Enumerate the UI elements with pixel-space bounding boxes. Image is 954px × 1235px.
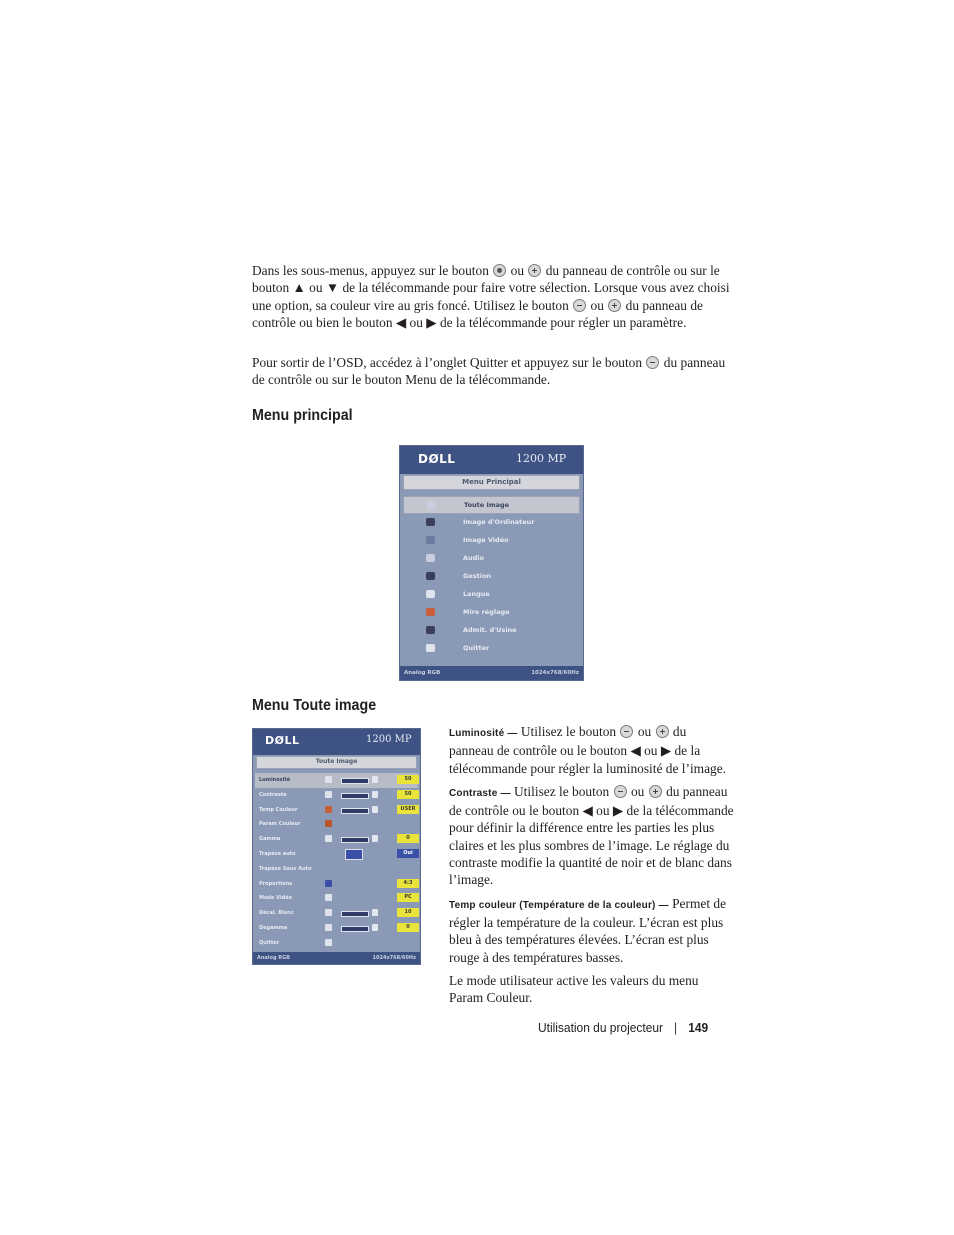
osd-footer-resolution: 1024x768/60Hz [531, 670, 579, 676]
osd-title-bar [256, 756, 417, 769]
intro-text: ou [510, 263, 525, 278]
osd-setting-icon [325, 835, 332, 842]
osd-setting-label: Contraste [259, 791, 287, 798]
osd-setting-label: Param Couleur [259, 821, 301, 828]
osd-footer [253, 952, 420, 964]
osd-setting-label: Temp Couleur [259, 806, 298, 813]
osd-setting-slider [341, 793, 369, 799]
osd-setting-value: 0 [397, 923, 419, 932]
contraste-description [449, 783, 734, 889]
osd-setting-label: Décal. Blanc [259, 910, 294, 917]
osd-setting-slider [341, 911, 369, 917]
osd-menu-item-icon [426, 626, 435, 634]
osd-setting-label: Luminosité [259, 777, 291, 783]
intro-text: du panneau de contrôle ou sur le bouton ▲ ou ▼ de la télécommande pour faire votre sélection. Lorsque vous avez choisi une option, sa couleur vire au gris foncé. Utilisez le bouton [252, 263, 730, 313]
osd-menu-item [403, 496, 580, 514]
temp-couleur-description [449, 895, 734, 966]
osd-menu-item [403, 640, 580, 658]
osd-setting-label: Proportions [259, 880, 293, 887]
osd-setting-row [255, 936, 418, 951]
page-number: 149 [688, 1020, 709, 1035]
description-column [449, 723, 734, 1012]
osd-setting-icon [325, 939, 332, 946]
page-footer [538, 1020, 708, 1035]
osd-menu-item [403, 586, 580, 604]
plus-button-icon [608, 299, 621, 312]
osd-settings-list [255, 773, 418, 951]
chapter-title: Utilisation du projecteur [538, 1020, 663, 1035]
osd-setting-icon-right [372, 924, 378, 931]
osd-menu-item-label: Gestion [463, 572, 492, 580]
osd-setting-icon-right [372, 776, 378, 783]
minus-button-icon [614, 785, 627, 798]
osd-menu-item-label: Admit. d'Usine [463, 626, 517, 634]
intro-text: ou [590, 297, 604, 313]
intro-text: du panneau de contrôle ou bien le bouton ◀ ou ▶ de la télécommande pour régler un paramètre. [252, 297, 703, 330]
osd-setting-icon-right [372, 835, 378, 842]
menu-button-icon [646, 356, 659, 369]
osd-menu-item [403, 622, 580, 640]
section-heading-toute-image: Menu Toute image [252, 697, 377, 714]
osd-setting-value: Oui [397, 849, 419, 858]
osd-footer-source: Analog RGB [257, 955, 291, 961]
osd-menu-item [403, 550, 580, 568]
osd-menu-item-icon [426, 518, 435, 526]
desc-text: du panneau de contrôle ou le bouton ◀ ou ▶ de la télécommande pour définir la différence entre les parties les plus claires et les plus sombres de l’image. Le réglage du contraste modifie la quantité de noir et de blanc dans l’image. [449, 783, 734, 888]
osd-menu-item-label: Image Vidéo [463, 536, 509, 544]
osd-menu-item-label: Audio [463, 554, 485, 562]
osd-setting-row [255, 832, 418, 847]
osd-setting-value: 10 [397, 908, 419, 917]
osd-menu-item-icon [426, 536, 435, 544]
osd-setting-row [255, 788, 418, 803]
osd-footer-source: Analog RGB [404, 670, 441, 676]
osd-menu-item [403, 568, 580, 586]
osd-setting-value: USER [397, 805, 419, 814]
osd-menu-item-label: Image d'Ordinateur [463, 518, 535, 526]
osd-setting-slider [341, 808, 369, 814]
osd-setting-row [255, 921, 418, 936]
osd-setting-icon-right [372, 909, 378, 916]
luminosite-term: Luminosité — [449, 728, 518, 739]
osd-setting-icon [325, 806, 332, 813]
osd-setting-row [255, 817, 418, 832]
osd-setting-slider [341, 778, 369, 784]
osd-model: 1200 MP [366, 734, 412, 745]
minus-button-icon [620, 725, 633, 738]
osd-menu-item-icon [426, 644, 435, 652]
osd-menu-item-icon [426, 608, 435, 616]
osd-menu-item-icon [426, 572, 435, 580]
osd-menu-item-label: Langue [463, 590, 490, 598]
desc-text: ou [630, 783, 645, 799]
osd-menu-item-icon [426, 590, 435, 598]
mode-utilisateur-note: Le mode utilisateur active les valeurs du menu Param Couleur. [449, 972, 699, 1006]
osd-setting-icon [325, 820, 332, 827]
osd-setting-value: 4:3 [397, 879, 419, 888]
osd-menu-item [403, 604, 580, 622]
osd-menu-item-icon [427, 501, 436, 509]
osd-setting-value: 50 [397, 775, 419, 784]
plus-button-icon [649, 785, 662, 798]
osd-setting-icon-right [372, 791, 378, 798]
section-heading-menu-principal: Menu principal [252, 407, 353, 424]
intro-paragraph-1 [252, 262, 732, 331]
osd-menu-item-icon [426, 554, 435, 562]
down-button-icon [528, 264, 541, 277]
plus-button-icon [656, 725, 669, 738]
osd-on-button [345, 849, 363, 860]
osd-setting-row [255, 803, 418, 818]
osd-setting-row [255, 906, 418, 921]
osd-title: Toute Image [315, 758, 358, 765]
osd-setting-icon [325, 776, 332, 783]
osd-setting-icon [325, 894, 332, 901]
desc-text: ou [637, 724, 652, 739]
osd-setting-row [255, 847, 418, 862]
desc-text: Permet de régler la température de la couleur. L’écran est plus bleu à des températures élevées. L’écran est plus rouge à des températures basses. [449, 895, 727, 965]
osd-toute-image-screenshot [252, 728, 421, 965]
osd-setting-value: PC [397, 893, 419, 902]
osd-setting-row [255, 891, 418, 906]
osd-menu-list [403, 496, 580, 658]
osd-menu-item-label: Mire réglage [463, 608, 510, 616]
osd-title: Menu Principal [462, 478, 521, 486]
intro-text: Pour sortir de l’OSD, accédez à l’onglet Quitter et appuyez sur le bouton [252, 355, 643, 370]
osd-footer-resolution: 1024x768/60Hz [372, 955, 416, 961]
osd-setting-label: Trapèze auto [259, 850, 296, 857]
intro-text: du panneau de contrôle ou sur le bouton Menu de la télécommande. [252, 355, 726, 388]
osd-footer [400, 666, 583, 680]
osd-setting-slider [341, 837, 369, 843]
osd-menu-item [403, 514, 580, 532]
osd-main-menu-screenshot [399, 445, 584, 681]
intro-text: Dans les sous-menus, appuyez sur le bouton [252, 263, 489, 278]
desc-text: du panneau de contrôle ou le bouton ◀ ou ▶ de la télécommande pour régler la luminosité de l’image. [449, 724, 727, 776]
luminosite-description [449, 723, 734, 777]
osd-setting-row [255, 773, 418, 788]
desc-text: Utilisez le bouton [514, 783, 610, 799]
minus-button-icon [573, 299, 586, 312]
desc-text: Utilisez le bouton [520, 724, 617, 739]
osd-header [400, 446, 583, 474]
osd-menu-item-label: Quitter [463, 644, 490, 652]
osd-setting-icon [325, 909, 332, 916]
temp-couleur-term: Temp couleur (Température de la couleur) — [449, 899, 669, 911]
osd-setting-label: Mode Vidéo [259, 895, 293, 902]
osd-model: 1200 MP [516, 452, 567, 465]
contraste-term: Contraste — [449, 787, 511, 799]
osd-menu-item-label: Toute Image [464, 501, 510, 509]
osd-setting-icon [325, 880, 332, 887]
dell-logo: DØLL [418, 452, 456, 466]
osd-setting-icon-right [372, 806, 378, 813]
osd-setting-value: 0 [397, 834, 419, 843]
osd-setting-icon [325, 791, 332, 798]
osd-setting-label: Degamma [259, 924, 288, 931]
osd-menu-item [403, 532, 580, 550]
osd-setting-label: Gamma [259, 836, 281, 843]
osd-setting-icon [325, 924, 332, 931]
dell-logo: DØLL [265, 734, 300, 747]
intro-paragraph-2 [252, 354, 732, 389]
osd-setting-row [255, 862, 418, 877]
osd-setting-label: Trapèze Sauv Auto [259, 865, 312, 872]
osd-setting-slider [341, 926, 369, 932]
osd-setting-value: 50 [397, 790, 419, 799]
osd-setting-label: Quitter [259, 939, 280, 946]
osd-setting-row [255, 877, 418, 892]
osd-header [253, 729, 420, 755]
osd-title-bar [403, 475, 580, 490]
select-button-icon [493, 264, 506, 277]
footer-separator: | [674, 1020, 678, 1035]
